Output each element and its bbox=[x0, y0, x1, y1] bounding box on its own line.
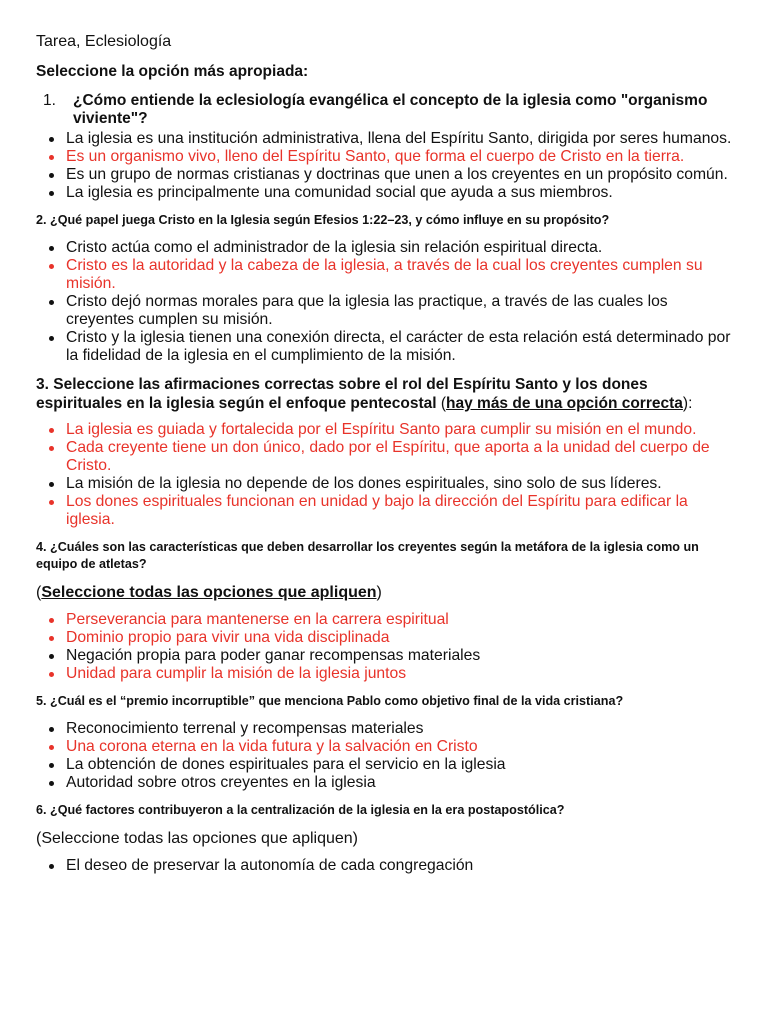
option-correct[interactable]: Los dones espirituales funcionan en unidad y bajo la dirección del Espíritu para edificar la iglesia. bbox=[36, 493, 736, 529]
option[interactable]: Negación propia para poder ganar recompensas materiales bbox=[36, 647, 736, 665]
document-header: Tarea, Eclesiología bbox=[36, 33, 172, 50]
option[interactable]: La iglesia es una institución administrativa, llena del Espíritu Santo, dirigida por seres humanos. bbox=[36, 130, 736, 148]
option-correct[interactable]: Una corona eterna en la vida futura y la salvación en Cristo bbox=[36, 738, 736, 756]
question-2: 2. ¿Qué papel juega Cristo en la Iglesia según Efesios 1:22–23, y cómo influye en su propósito? bbox=[36, 213, 610, 227]
question-5-options bbox=[36, 720, 736, 792]
option-correct[interactable]: Perseverancia para mantenerse en la carrera espiritual bbox=[36, 611, 736, 629]
question-3-paren-close: ): bbox=[682, 395, 693, 412]
paren-close: ) bbox=[376, 584, 382, 601]
question-3 bbox=[36, 375, 736, 413]
question-6-options bbox=[36, 857, 736, 875]
question-4-options bbox=[36, 611, 736, 683]
option[interactable]: La iglesia es principalmente una comunidad social que ayuda a sus miembros. bbox=[36, 184, 736, 202]
question-1-options bbox=[36, 130, 736, 202]
question-3-options bbox=[36, 421, 736, 529]
question-6: 6. ¿Qué factores contribuyeron a la centralización de la iglesia en la era postapostólica? bbox=[36, 803, 565, 817]
option-correct[interactable]: Cada creyente tiene un don único, dado por el Espíritu, que aporta a la unidad del cuerpo de Cristo. bbox=[36, 439, 736, 475]
question-4-select-hint bbox=[36, 583, 736, 603]
option[interactable]: Cristo y la iglesia tienen una conexión directa, el carácter de esta relación está determinado por la fidelidad de la iglesia en el cumplimiento de la misión. bbox=[36, 329, 736, 365]
option-correct[interactable]: Es un organismo vivo, lleno del Espíritu Santo, que forma el cuerpo de Cristo en la tierra. bbox=[36, 148, 736, 166]
option[interactable]: Reconocimiento terrenal y recompensas materiales bbox=[36, 720, 736, 738]
question-1-text: ¿Cómo entiende la eclesiología evangélica el concepto de la iglesia como "organismo viviente"? bbox=[73, 92, 708, 127]
option-correct[interactable]: La iglesia es guiada y fortalecida por el Espíritu Santo para cumplir su misión en el mundo. bbox=[36, 421, 736, 439]
paren-open: ( bbox=[36, 584, 42, 601]
option[interactable]: El deseo de preservar la autonomía de cada congregación bbox=[36, 857, 736, 875]
instruction: Seleccione la opción más apropiada: bbox=[36, 63, 309, 80]
option-correct[interactable]: Dominio propio para vivir una vida disciplinada bbox=[36, 629, 736, 647]
option[interactable]: Es un grupo de normas cristianas y doctrinas que unen a los creyentes en un propósito común. bbox=[36, 166, 736, 184]
question-3-paren-open: ( bbox=[436, 395, 447, 412]
option[interactable]: La obtención de dones espirituales para el servicio en la iglesia bbox=[36, 756, 736, 774]
question-1 bbox=[36, 92, 736, 128]
question-3-text: 3. Seleccione las afirmaciones correctas sobre el rol del Espíritu Santo y los dones espirituales en la iglesia según el enfoque pentecostal bbox=[36, 376, 648, 412]
option[interactable]: Cristo dejó normas morales para que la iglesia las practique, a través de las cuales los creyentes cumplen su misión. bbox=[36, 293, 736, 329]
option[interactable]: La misión de la iglesia no depende de los dones espirituales, sino solo de sus líderes. bbox=[36, 475, 736, 493]
option-correct[interactable]: Cristo es la autoridad y la cabeza de la iglesia, a través de la cual los creyentes cumplen su misión. bbox=[36, 257, 736, 293]
option[interactable]: Autoridad sobre otros creyentes en la iglesia bbox=[36, 774, 736, 792]
question-5: 5. ¿Cuál es el “premio incorruptible” que menciona Pablo como objetivo final de la vida cristiana? bbox=[36, 694, 624, 708]
document bbox=[36, 32, 736, 885]
question-2-options bbox=[36, 239, 736, 365]
question-6-select-hint: (Seleccione todas las opciones que apliquen) bbox=[36, 830, 358, 847]
question-1-number: 1. bbox=[43, 92, 56, 109]
question-3-note: hay más de una opción correcta bbox=[446, 395, 683, 412]
option[interactable]: Cristo actúa como el administrador de la iglesia sin relación espiritual directa. bbox=[36, 239, 736, 257]
option-correct[interactable]: Unidad para cumplir la misión de la iglesia juntos bbox=[36, 665, 736, 683]
select-all-note: Seleccione todas las opciones que apliquen bbox=[41, 584, 377, 601]
question-4: 4. ¿Cuáles son las características que deben desarrollar los creyentes según la metáfora de la iglesia como un equipo de atletas? bbox=[36, 540, 699, 571]
